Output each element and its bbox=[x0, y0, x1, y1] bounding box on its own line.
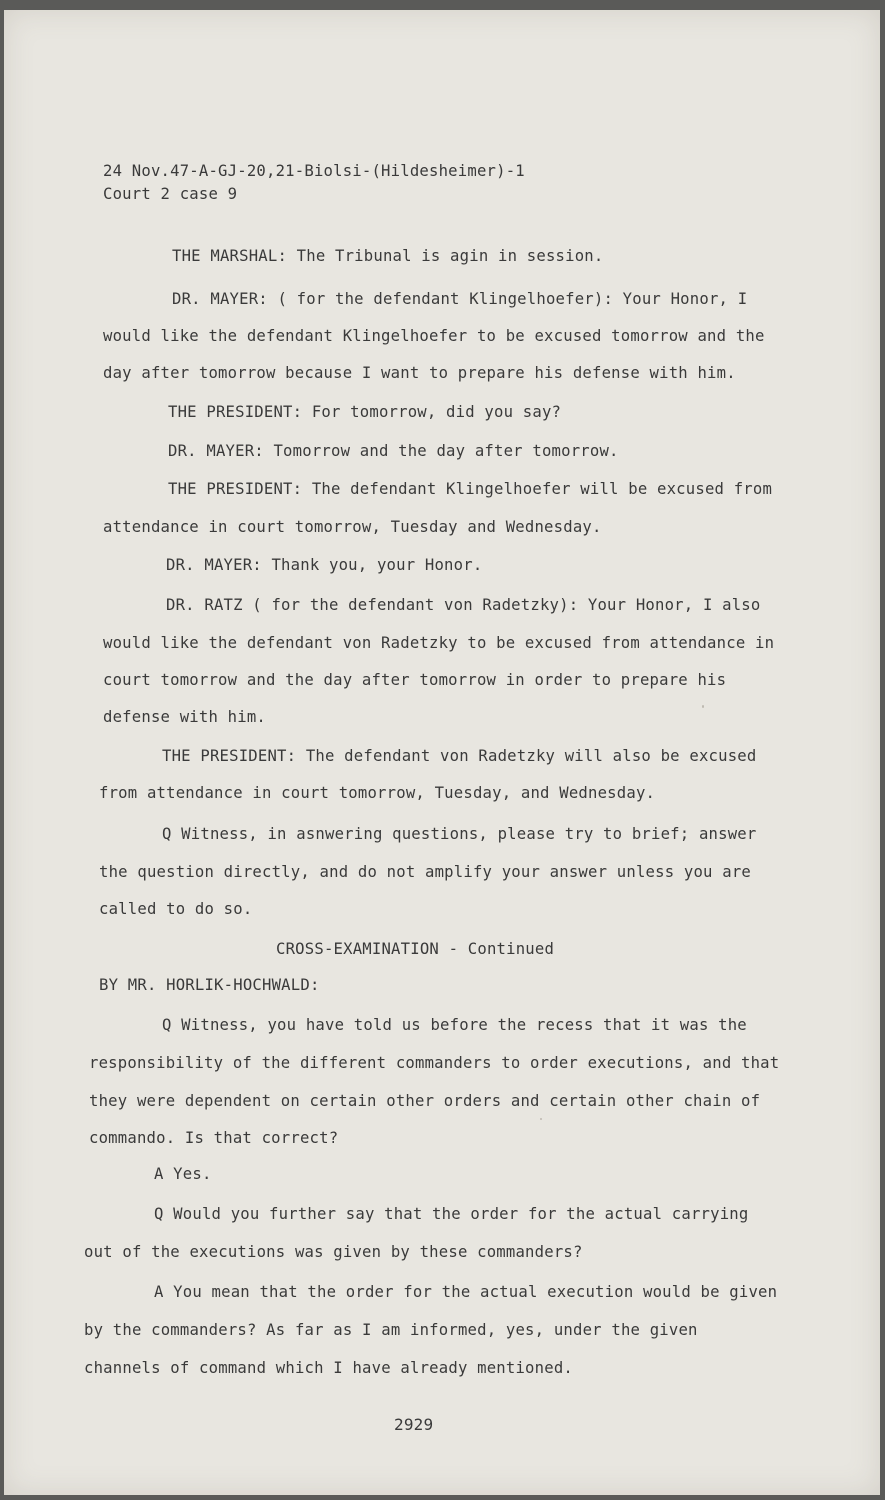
page-number: 2929 bbox=[394, 1415, 434, 1434]
text-line: court tomorrow and the day after tomorrow in order to prepare his bbox=[103, 671, 727, 689]
text-line: DR. MAYER: ( for the defendant Klingelhoefer): Your Honor, I bbox=[172, 290, 748, 308]
text-line: THE PRESIDENT: For tomorrow, did you say? bbox=[168, 403, 562, 421]
examiner-line: BY MR. HORLIK-HOCHWALD: bbox=[99, 976, 320, 994]
text-line: responsibility of the different commanders to order executions, and that bbox=[89, 1054, 780, 1072]
text-line: Q Would you further say that the order for the actual carrying bbox=[154, 1205, 749, 1223]
paper-speck bbox=[702, 705, 704, 708]
section-heading: CROSS-EXAMINATION - Continued bbox=[276, 940, 555, 958]
text-line: channels of command which I have already mentioned. bbox=[84, 1359, 573, 1377]
document-header-line1: 24 Nov.47-A-GJ-20,21-Biolsi-(Hildesheimer)-1 bbox=[103, 162, 525, 180]
text-line: DR. MAYER: Thank you, your Honor. bbox=[166, 556, 483, 574]
document-header-line2: Court 2 case 9 bbox=[103, 185, 238, 203]
text-line: Q Witness, you have told us before the recess that it was the bbox=[162, 1016, 747, 1034]
text-line: by the commanders? As far as I am informed, yes, under the given bbox=[84, 1321, 698, 1339]
text-line: from attendance in court tomorrow, Tuesday, and Wednesday. bbox=[99, 784, 656, 802]
text-line: DR. MAYER: Tomorrow and the day after tomorrow. bbox=[168, 442, 619, 460]
text-line: A Yes. bbox=[154, 1165, 212, 1183]
text-line: Q Witness, in asnwering questions, please try to brief; answer bbox=[162, 825, 757, 843]
text-line: called to do so. bbox=[99, 900, 253, 918]
text-line: commando. Is that correct? bbox=[89, 1129, 339, 1147]
text-line: THE PRESIDENT: The defendant Klingelhoefer will be excused from bbox=[168, 480, 773, 498]
text-line: day after tomorrow because I want to prepare his defense with him. bbox=[103, 364, 736, 382]
text-line: would like the defendant Klingelhoefer to be excused tomorrow and the bbox=[103, 327, 765, 345]
text-line: THE MARSHAL: The Tribunal is agin in session. bbox=[172, 247, 604, 265]
text-line: THE PRESIDENT: The defendant von Radetzky will also be excused bbox=[162, 747, 757, 765]
paper-speck bbox=[540, 1118, 542, 1120]
text-line: attendance in court tomorrow, Tuesday and Wednesday. bbox=[103, 518, 602, 536]
document-page bbox=[4, 10, 880, 1495]
text-line: defense with him. bbox=[103, 708, 266, 726]
text-line: the question directly, and do not amplify your answer unless you are bbox=[99, 863, 751, 881]
text-line: A You mean that the order for the actual execution would be given bbox=[154, 1283, 778, 1301]
text-line: would like the defendant von Radetzky to be excused from attendance in bbox=[103, 634, 775, 652]
text-line: they were dependent on certain other orders and certain other chain of bbox=[89, 1092, 761, 1110]
text-line: DR. RATZ ( for the defendant von Radetzky): Your Honor, I also bbox=[166, 596, 761, 614]
text-line: out of the executions was given by these commanders? bbox=[84, 1243, 583, 1261]
